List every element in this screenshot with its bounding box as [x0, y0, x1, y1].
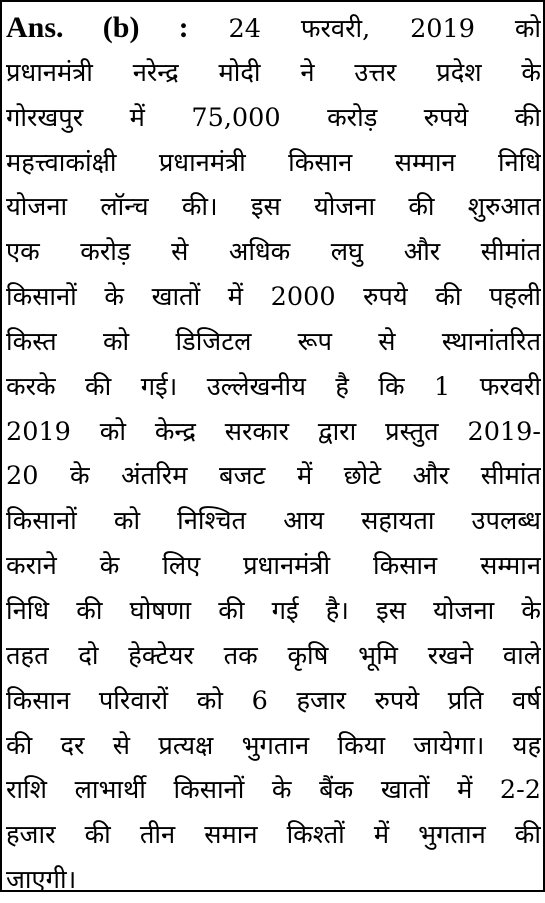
text-line-6: एक करोड़ से अधिक लघु और सीमांत: [6, 237, 541, 268]
text-line-16: किसान परिवारों को 6 हजार रुपये प्रति वर्ष: [6, 685, 541, 716]
text-line-5: योजना लॉन्च की। इस योजना की शुरुआत: [6, 192, 541, 223]
text-line-19: हजार की तीन समान किश्तों में भुगतान की: [6, 820, 541, 851]
line-1-text: 24 फरवरी, 2019 को: [228, 14, 541, 44]
text-line-18: राशि लाभार्थी किसानों के बैंक खातों में 2-2: [6, 775, 541, 806]
text-line-7: किसानों के खातों में 2000 रुपये की पहली: [6, 282, 541, 313]
text-line-9: करके की गई। उल्लेखनीय है कि 1 फरवरी: [6, 371, 541, 402]
text-line-14: निधि की घोषणा की गई है। इस योजना के: [6, 595, 541, 626]
text-line-20: जाएगी।: [6, 865, 77, 896]
text-line-4: महत्त्वाकांक्षी प्रधानमंत्री किसान सम्मान निधि: [6, 147, 541, 178]
text-line-11: 20 के अंतरिम बजट में छोटे और सीमांत: [6, 461, 541, 492]
text-line-2: प्रधानमंत्री नरेन्द्र मोदी ने उत्तर प्रदेश के: [6, 57, 541, 88]
text-line-13: कराने के लिए प्रधानमंत्री किसान सम्मान: [6, 551, 541, 582]
text-line-1: [6, 6, 541, 51]
text-line-15: तहत दो हेक्टेयर तक कृषि भूमि रखने वाले: [6, 640, 541, 671]
text-line-17: की दर से प्रत्यक्ष भुगतान किया जायेगा। यह: [6, 730, 541, 761]
text-line-3: गोरखपुर में 75,000 करोड़ रुपये की: [6, 102, 541, 133]
text-line-12: किसानों को निश्चित आय सहायता उपलब्ध: [6, 506, 541, 537]
text-line-10: 2019 को केन्द्र सरकार द्वारा प्रस्तुत 2019-: [6, 416, 541, 447]
answer-text: [6, 6, 541, 903]
answer-label: Ans. (b) :: [6, 11, 189, 44]
text-line-8: किस्त को डिजिटल रूप से स्थानांतरित: [6, 326, 541, 357]
